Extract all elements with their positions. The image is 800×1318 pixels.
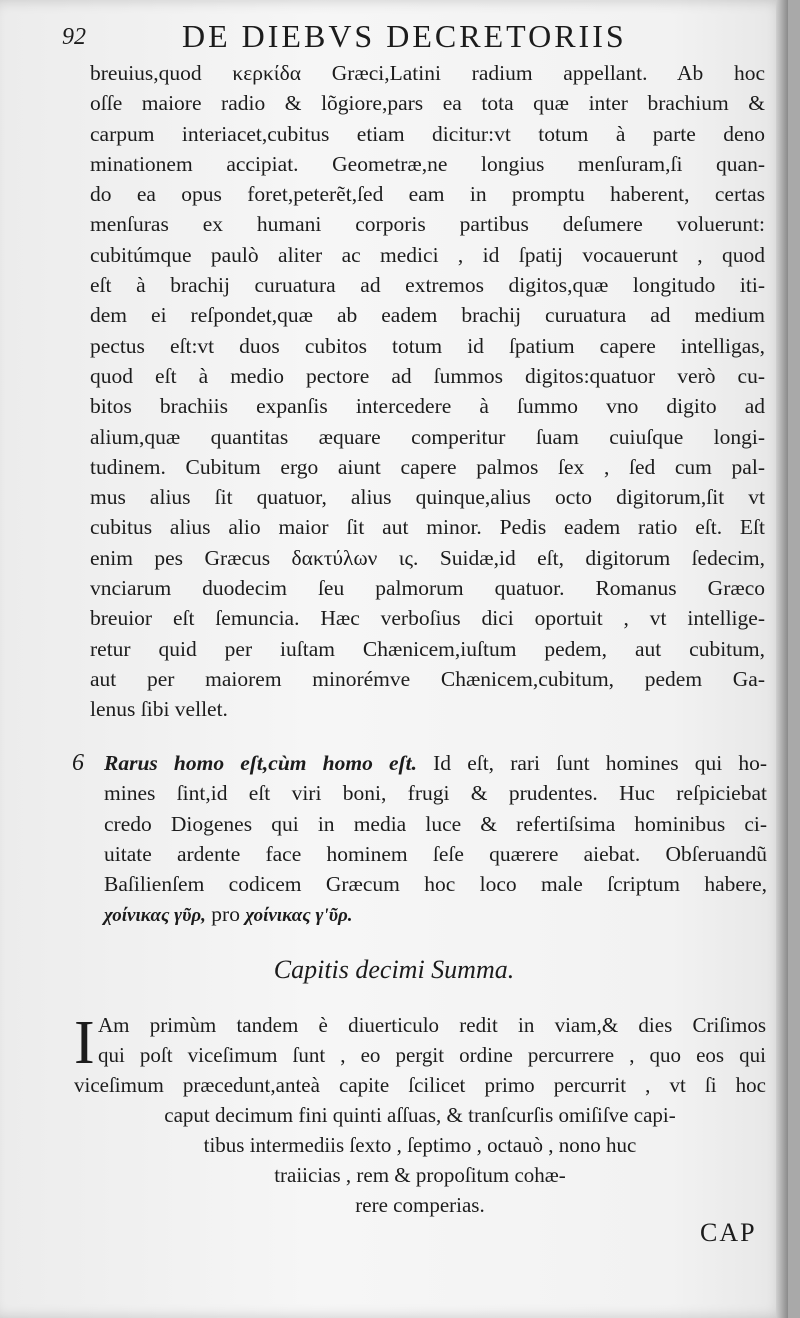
text-line: dem ei reſpondet,quæ ab eadem brachij curuatura ad medium xyxy=(90,303,765,328)
text-line: viceſimum præcedunt,anteà capite ſcilicet primo percurrit , vt ſi hoc xyxy=(74,1073,766,1097)
text-line: breuius,quod κερκίδα Græci,Latini radium appellant. Ab hoc xyxy=(90,61,765,85)
greek-variant-b: χοίνικας γ'ῦρ. xyxy=(245,905,353,927)
text-line: quod eſt à medio pectore ad ſummos digitos:quatuor verò cu- xyxy=(90,363,765,388)
text-line: pectus eſt:vt duos cubitos totum id ſpatium capere intelligas, xyxy=(90,333,765,358)
text-line: caput decimum fini quinti aſſuas, & tranſcurſis omiſiſve capi- xyxy=(164,1103,676,1127)
text-line: oſſe maiore radio & lõgiore,pars ea tota quæ inter brachium & xyxy=(90,91,765,116)
running-head: DE DIEBVS DECRETORIIS xyxy=(182,18,627,54)
text-line: traiicias , rem & propoſitum cohæ- xyxy=(274,1163,566,1187)
text-line: qui poſt viceſimum ſunt , eo pergit ordine percurrere , quo eos qui xyxy=(98,1043,766,1067)
annotation-lemma: Rarus homo eſt,cùm homo eſt. xyxy=(104,751,418,775)
text-line: credo Diogenes qui in media luce & refertiſsima hominibus ci- xyxy=(104,811,767,836)
text-line: mines ſint,id eſt viri boni, frugi & prudentes. Huc reſpiciebat xyxy=(104,781,767,806)
text-line: do ea opus foret,peterẽt,ſed eam in promptu haberent, certas xyxy=(90,182,765,207)
summary-block xyxy=(74,1010,766,1220)
greek-variant-a: χοίνικας γῦρ, xyxy=(104,905,206,927)
annotation-first-line-text: Id eſt, rari ſunt homines qui ho- xyxy=(417,751,768,775)
annotation-body xyxy=(104,748,767,932)
text-line: bitos brachiis expanſis intercedere à ſummo vno digito ad xyxy=(90,394,765,419)
text-line: mus alius ſit quatuor, alius quinque,alius octo digitorum,ſit vt xyxy=(90,485,765,510)
drop-capital: I xyxy=(74,1009,95,1077)
text-line: menſuras ex humani corporis partibus deſumere voluerunt: xyxy=(90,212,765,237)
text-line: vnciarum duodecim ſeu palmorum quatuor. Romanus Græco xyxy=(90,576,765,601)
summary-heading: Capitis decimi Summa. xyxy=(273,955,515,984)
text-line: Am primùm tandem è diuerticulo redit in viam,& dies Criſimos xyxy=(98,1013,766,1037)
text-line: tibus intermediis ſexto , ſeptimo , octauò , nono huc xyxy=(203,1133,637,1157)
greek-reading-line xyxy=(104,899,767,931)
text-line: cubitus alius alio maior ſit aut minor. Pedis eadem ratio eſt. Eſt xyxy=(90,515,765,540)
catchword: CAP xyxy=(700,1218,757,1247)
text-line: cubitúmque paulò aliter ac medici , id ſpatij vocauerunt , quod xyxy=(90,242,765,267)
text-line: Baſilienſem codicem Græcum hoc loco male ſcriptum habere, xyxy=(104,872,767,897)
page-header xyxy=(62,14,762,62)
text-line: retur quid per iuſtam Chænicem,iuſtum pedem, aut cubitum, xyxy=(90,636,765,661)
text-line: aut per maiorem minorémve Chænicem,cubitum, pedem Ga- xyxy=(90,666,765,691)
annotation-number: 6 xyxy=(72,750,84,776)
text-line: enim pes Græcus δακτύλων ις. Suidæ,id eſt, digitorum ſedecim, xyxy=(90,545,765,570)
text-line: tudinem. Cubitum ergo aiunt capere palmos ſex , ſed cum pal- xyxy=(90,454,765,479)
folio-number: 92 xyxy=(62,24,86,50)
text-line: alium,quæ quantitas æquare comperitur ſuam cuiuſque longi- xyxy=(90,424,765,449)
text-line: minationem accipiat. Geometræ,ne longius menſuram,ſi quan- xyxy=(90,151,765,176)
text-line: carpum interiacet,cubitus etiam dicitur:vt totum à parte deno xyxy=(90,121,765,146)
text-line: breuior eſt ſemuncia. Hæc verboſius dici oportuit , vt intellige- xyxy=(90,606,765,631)
page-edge-shadow xyxy=(776,0,788,1318)
text-line: eſt à brachij curuatura ad extremos digitos,quæ longitudo iti- xyxy=(90,273,765,298)
text-line: lenus ſibi vellet. xyxy=(90,697,228,722)
text-line: uitate ardente face hominem ſeſe quærere aiebat. Obſeruandũ xyxy=(104,841,767,866)
greek-connector: pro xyxy=(205,902,246,927)
text-line: rere comperias. xyxy=(355,1193,485,1217)
main-text-block xyxy=(90,58,765,725)
annotation-first-line xyxy=(104,748,767,778)
